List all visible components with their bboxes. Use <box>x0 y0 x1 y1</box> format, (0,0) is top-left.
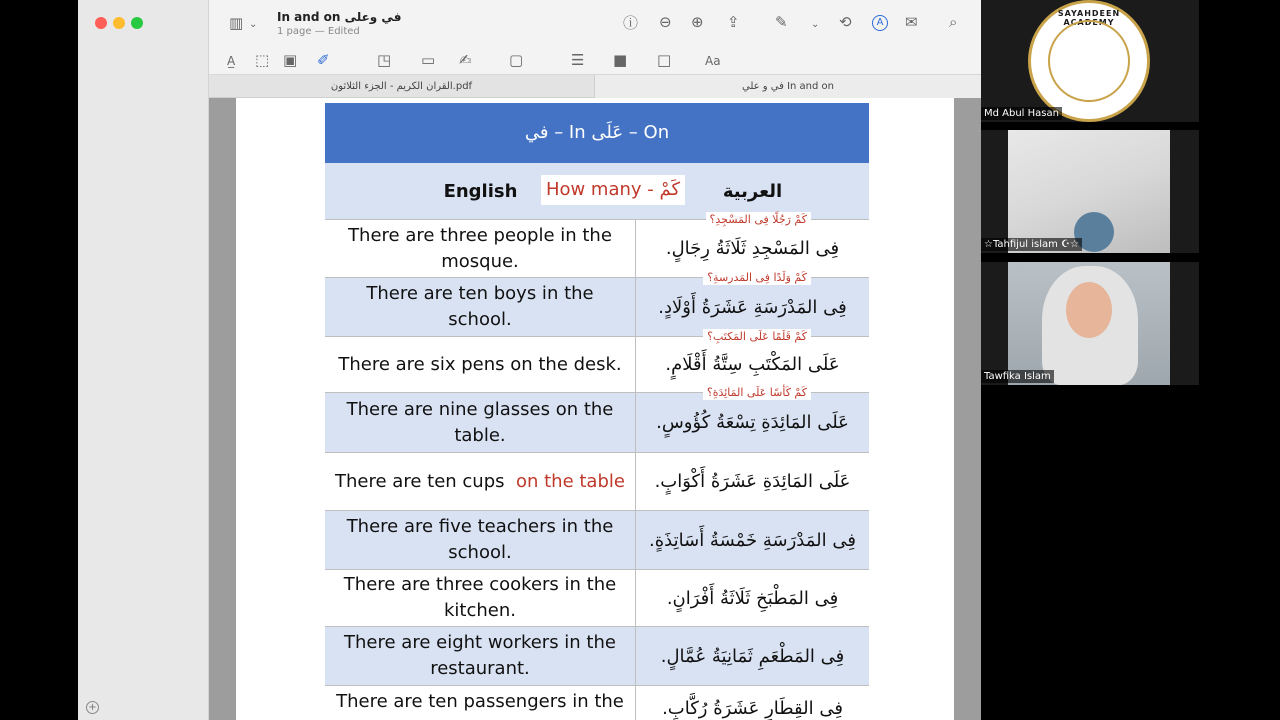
english-text: There are ten cups <box>335 470 505 492</box>
participant-tile[interactable] <box>981 262 1199 385</box>
question-label: كَمْ رَجُلًا فِى المَسْجِدِ؟ <box>706 212 811 227</box>
arabic-cell: فِى القِطَارِ عَشَرَةُ رُكَّابٍ. <box>662 698 843 719</box>
header-english: English <box>443 181 518 202</box>
tab-quran-pdf[interactable]: القران الكريم - الجزء الثلاثون.pdf <box>209 75 595 98</box>
table-title: في – In عَلَى – On <box>325 103 869 163</box>
arabic-cell: فِى المَدْرَسَةِ خَمْسَةُ أَسَاتِذَةٍ. <box>649 529 856 551</box>
logo-emblem-icon <box>1048 20 1130 102</box>
arabic-cell: عَلَى المَائِدَةِ عَشَرَةُ أَكْوَابٍ. <box>654 471 851 492</box>
english-cell: There are ten passengers in the <box>325 686 636 720</box>
english-cell: There are three cookers in the kitchen. <box>325 570 636 626</box>
table-row <box>325 511 869 570</box>
participant-tile[interactable] <box>981 130 1199 253</box>
table-row <box>325 627 869 686</box>
search-icon[interactable]: ⌕ <box>949 13 958 31</box>
header-arabic: العربية <box>722 181 783 202</box>
chevron-down-icon[interactable]: ⌄ <box>249 19 258 30</box>
markup-circle-icon[interactable]: A <box>872 15 888 31</box>
tab-bar <box>209 75 981 98</box>
fill-color-icon[interactable]: □ <box>657 51 672 69</box>
text-cursor-icon[interactable]: A̲ <box>227 54 236 68</box>
rotate-icon[interactable]: ⟲ <box>839 13 852 31</box>
arabic-cell: فِى المَدْرَسَةِ عَشَرَةُ أَوْلَادٍ. <box>658 296 847 318</box>
table-row <box>325 386 869 453</box>
participant-name: Md Abul Hasan <box>981 107 1062 120</box>
arabic-cell: عَلَى المَائِدَةِ تِسْعَةُ كُؤُوسٍ. <box>656 412 849 433</box>
align-icon[interactable]: ☰ <box>571 51 585 69</box>
toolbox-icon[interactable]: ✉ <box>905 13 918 31</box>
logo-text: SAYAHDEEN ACADEMY <box>1057 9 1121 27</box>
question-label: كَمْ قَلَمًا عَلَى المَكتَبِ؟ <box>703 329 811 344</box>
textbox-icon[interactable]: ▭ <box>421 51 436 69</box>
markup-pen-icon[interactable]: ✎ <box>775 13 788 31</box>
english-cell: There are ten boys in the school. <box>325 278 636 336</box>
how-many-label: How many - كَمْ <box>541 175 685 205</box>
arabic-cell: فِى المَطْبَخِ ثَلَاثَةُ أَفْرَانٍ. <box>666 587 839 609</box>
sign-icon[interactable]: ✍ <box>459 51 472 69</box>
table-row <box>325 453 869 511</box>
face-icon <box>1066 282 1112 338</box>
font-icon[interactable]: Aa <box>705 54 721 68</box>
participants-panel <box>981 0 1280 720</box>
question-label: كَمْ كَأسًا عَلَى المَائِدَةِ؟ <box>703 385 811 400</box>
english-cell: There are nine glasses on the table. <box>325 393 636 452</box>
english-cell: There are eight workers in the restaurant. <box>325 627 636 685</box>
zoom-in-icon[interactable]: ⊕ <box>691 13 704 31</box>
english-cell: There are five teachers in the school. <box>325 511 636 569</box>
english-cell: There are six pens on the desk. <box>325 337 636 392</box>
add-icon[interactable]: + <box>86 701 99 714</box>
pdf-page <box>236 98 954 720</box>
close-window-button[interactable] <box>95 17 107 29</box>
document-title: In and on في وعلى <box>277 10 402 24</box>
shapes-icon[interactable]: ◳ <box>377 51 392 69</box>
share-icon[interactable]: ⇪ <box>727 13 740 31</box>
info-icon[interactable]: ⓘ <box>623 14 639 32</box>
vocab-table <box>325 103 869 720</box>
document-subtitle: 1 page — Edited <box>277 26 360 37</box>
border-color-icon[interactable]: ■ <box>613 51 628 69</box>
arabic-cell: فِى المَسْجِدِ ثَلَاثَةُ رِجَالٍ. <box>665 238 840 259</box>
toolbar <box>209 0 981 75</box>
sketch-icon[interactable]: ✐ <box>317 51 330 69</box>
minimize-window-button[interactable] <box>113 17 125 29</box>
redact-icon[interactable]: ▣ <box>283 51 298 69</box>
participant-video <box>1008 130 1170 253</box>
chevron-down-icon[interactable]: ⌄ <box>811 19 820 30</box>
arabic-cell: عَلَى المَكْتَبِ سِتَّةُ أَقْلَامٍ. <box>665 354 840 375</box>
participant-name: Tawfika Islam <box>981 370 1054 383</box>
participant-video <box>1008 262 1170 385</box>
english-cell: There are three people in the mosque. <box>325 220 636 277</box>
note-icon[interactable]: ▢ <box>509 51 524 69</box>
question-label: كَمْ وَلَدًا فِى المَدرسةِ؟ <box>703 270 811 285</box>
table-row <box>325 686 869 720</box>
document-area[interactable] <box>209 98 981 720</box>
arabic-cell: فِى المَطْعَمِ ثَمَانِيَةُ عُمَّالٍ. <box>660 645 845 667</box>
thumbnail-sidebar <box>78 0 209 720</box>
zoom-out-icon[interactable]: ⊖ <box>659 13 672 31</box>
english-text-highlight: on the table <box>515 470 625 492</box>
participant-name: ☆Tahfijul islam ☪☆ <box>981 238 1082 251</box>
participant-tile[interactable] <box>981 0 1199 122</box>
preview-window <box>78 0 981 720</box>
academy-logo <box>1028 0 1150 122</box>
tab-in-and-on[interactable]: في و علي In and on <box>595 75 981 98</box>
table-row <box>325 570 869 627</box>
zoom-window-button[interactable] <box>131 17 143 29</box>
rect-select-icon[interactable]: ⬚ <box>255 51 270 69</box>
english-cell <box>325 453 636 510</box>
sidebar-icon[interactable]: ▥ <box>229 14 244 32</box>
